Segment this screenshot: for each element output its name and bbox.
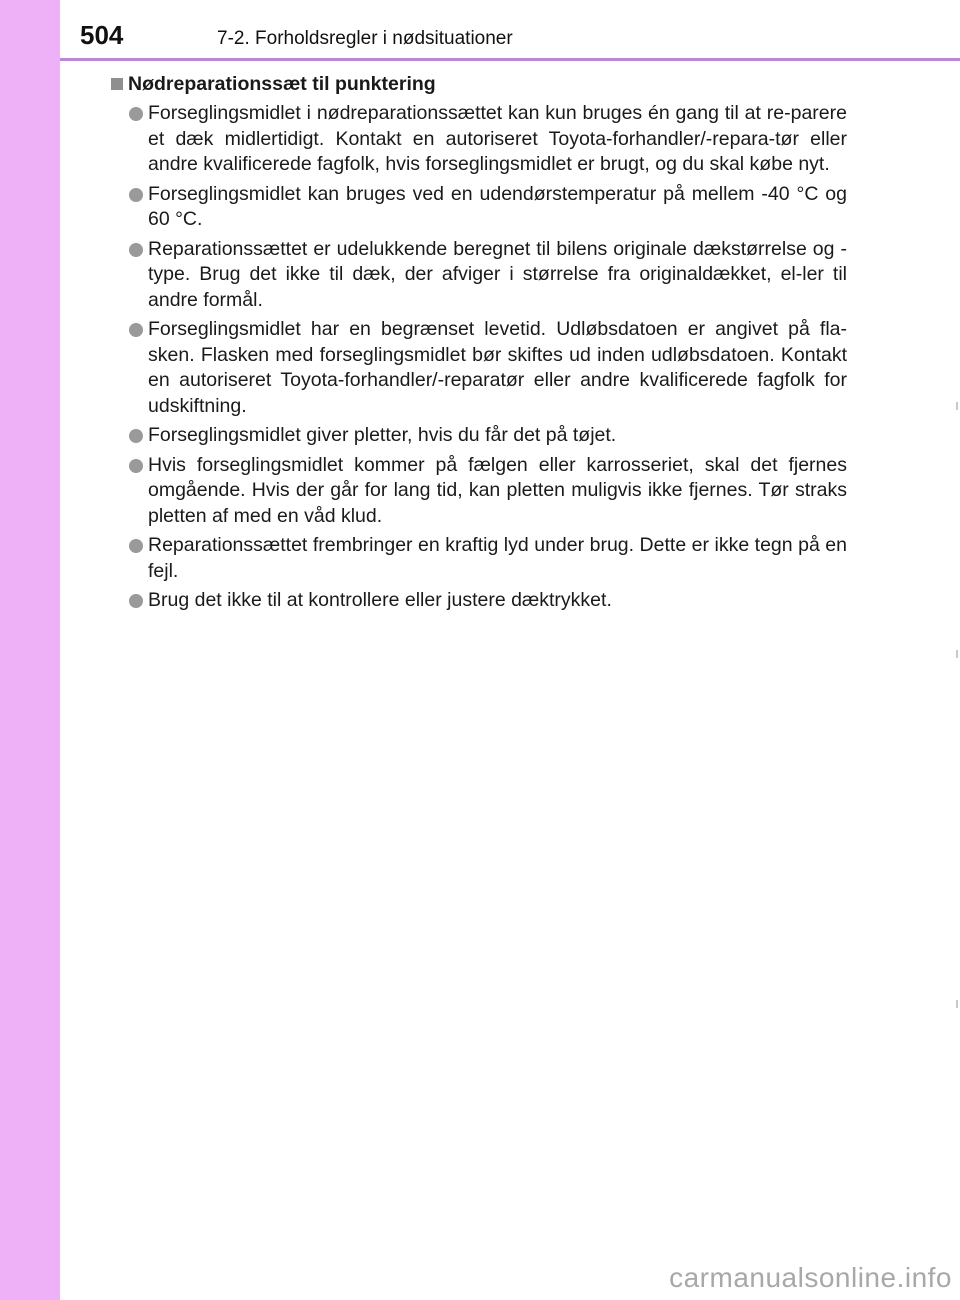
bullet-dot-icon (129, 594, 143, 608)
list-item (110, 423, 847, 449)
bullet-dot-icon (129, 459, 143, 473)
edge-mark (956, 1000, 958, 1008)
bullet-dot-icon (129, 429, 143, 443)
list-item-text: Brug det ikke til at kontrollere eller justere dæktrykket. (148, 589, 612, 611)
chapter-sidebar-tab (0, 0, 60, 1300)
bullet-dot-icon (129, 539, 143, 553)
list-item (110, 101, 847, 178)
list-item-text: Hvis forseglingsmidlet kommer på fælgen eller karrosseriet, skal det fjernes omgående. Hvis der går for lang tid, kan pletten muligvis ikke fjernes. Tør straks pletten af med en våd klud. (148, 453, 847, 527)
bullet-dot-icon (129, 188, 143, 202)
list-item (110, 182, 847, 233)
list-item (110, 453, 847, 530)
section-heading-text: Nødreparationssæt til punktering (128, 73, 436, 95)
list-item-text: Forseglingsmidlet har en begrænset levetid. Udløbsdatoen er angivet på fla-sken. Flasken med forseglingsmidlet bør skiftes ud inden udløbsdatoen. Kontakt en autoriseret Toyota-forhandler/-reparatør eller andre kvalificerede fagfolk for udskiftning. (148, 318, 847, 417)
list-item-text: Forseglingsmidlet i nødreparationssættet kan kun bruges én gang til at re-parere et dæk midlertidigt. Kontakt en autoriseret Toyota-forhandler/-repara-tør eller andre kvalificerede fagfolk, hvis forseglingsmidlet er brugt, og du skal købe nyt. (148, 102, 847, 175)
section-heading (110, 71, 847, 97)
page-number: 504 (80, 20, 124, 50)
list-item-text: Forseglingsmidlet giver pletter, hvis du får det på tøjet. (148, 424, 617, 446)
list-item-text: Forseglingsmidlet kan bruges ved en udendørstemperatur på mellem -40 °C og 60 °C. (148, 182, 847, 230)
section-title: 7-2. Forholdsregler i nødsituationer (217, 28, 513, 49)
square-bullet-icon (111, 78, 123, 90)
edge-mark (956, 650, 958, 658)
list-item-text: Reparationssættet er udelukkende beregnet til bilens originale dækstørrelse og -type. Brug det ikke til dæk, der afviger i størrelse fra originaldækket, el-ler til andre formål. (148, 237, 847, 311)
list-item-text: Reparationssættet frembringer en kraftig lyd under brug. Dette er ikke tegn på en fejl. (148, 534, 847, 582)
watermark[interactable]: carmanualsonline.info (669, 1262, 952, 1293)
list-item (110, 237, 847, 314)
edge-mark (956, 402, 958, 410)
main-content (110, 71, 847, 618)
bullet-dot-icon (129, 107, 143, 121)
list-item (110, 533, 847, 584)
header-divider (60, 58, 960, 61)
list-item (110, 588, 847, 614)
list-item (110, 317, 847, 419)
bullet-dot-icon (129, 323, 143, 337)
page-header (60, 0, 960, 58)
bullet-dot-icon (129, 243, 143, 257)
